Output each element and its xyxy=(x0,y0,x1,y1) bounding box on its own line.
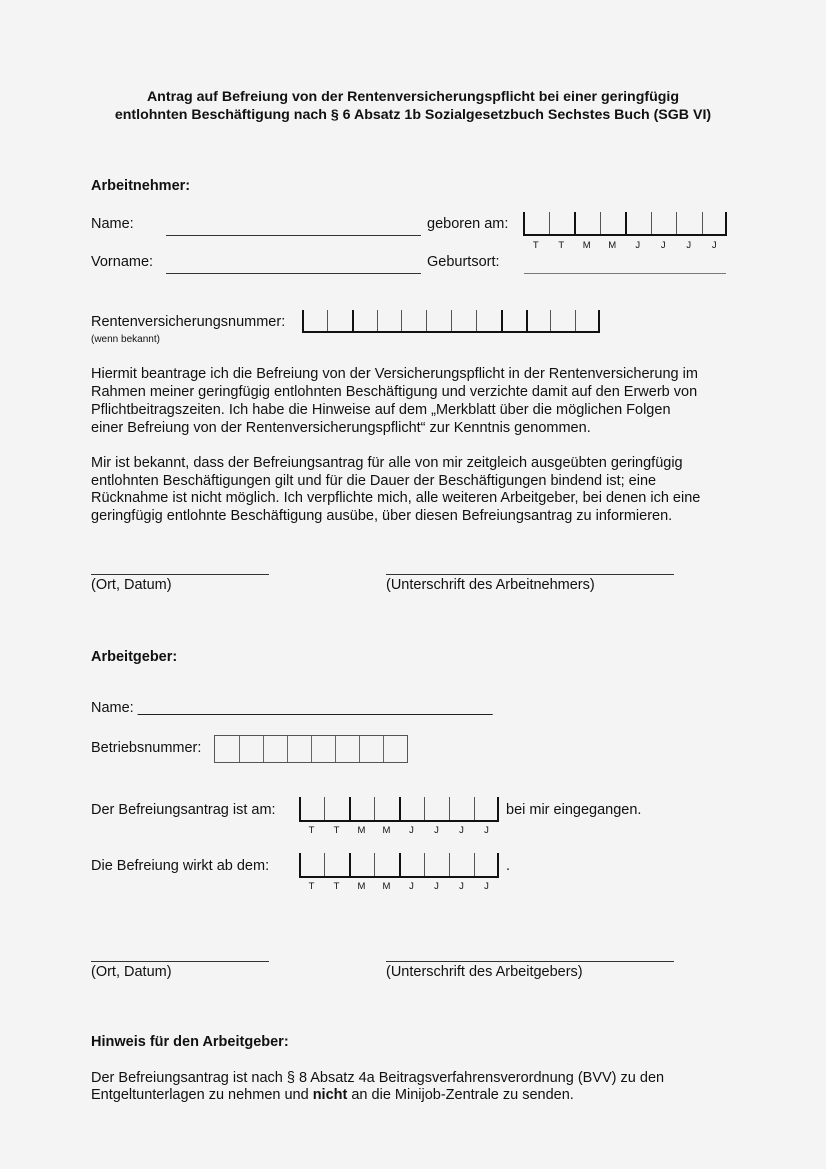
effective-date-suffix: . xyxy=(506,858,511,874)
box-divider xyxy=(374,797,375,822)
note-text: Entgeltunterlagen zu nehmen und xyxy=(91,1087,313,1103)
date-part-label: J xyxy=(434,825,439,836)
employee-firstname-field[interactable] xyxy=(166,273,421,274)
date-part-label: T xyxy=(333,881,340,892)
pension-number-note: (wenn bekannt) xyxy=(91,334,160,345)
box-divider xyxy=(302,310,304,333)
date-part-label: T xyxy=(308,825,315,836)
box-divider xyxy=(349,853,351,878)
company-number-label: Betriebsnummer: xyxy=(91,740,202,756)
box-divider xyxy=(327,310,328,333)
note-line-1: Der Befreiungsantrag ist nach § 8 Absatz 4a Beitragsverfahrensverordnung (BVV) zu den xyxy=(91,1070,665,1086)
box-divider xyxy=(324,853,325,878)
date-part-label: J xyxy=(409,825,414,836)
box-baseline xyxy=(523,234,727,236)
employer-place-date-label: (Ort, Datum) xyxy=(91,964,172,980)
box-divider xyxy=(449,853,450,878)
box-divider xyxy=(349,797,351,822)
box-divider xyxy=(399,853,401,878)
employer-signature-label: (Unterschrift des Arbeitgebers) xyxy=(386,964,583,980)
date-part-label: J xyxy=(484,881,489,892)
received-date-suffix: bei mir eingegangen. xyxy=(506,802,642,818)
received-date-label: Der Befreiungsantrag ist am: xyxy=(91,802,276,818)
date-part-label: J xyxy=(434,881,439,892)
box-divider xyxy=(625,212,627,236)
date-part-label: J xyxy=(635,240,641,251)
box-divider xyxy=(299,853,301,878)
date-part-label: M xyxy=(382,881,391,892)
birthdate-label: geboren am: xyxy=(427,216,509,232)
date-part-label: M xyxy=(382,825,391,836)
box-baseline xyxy=(299,876,499,878)
box-divider xyxy=(449,797,450,822)
text-line: einer Befreiung von der Rentenversicherungspflicht“ zur Kenntnis genommen. xyxy=(91,420,591,436)
box-divider xyxy=(377,310,378,333)
note-text: an die Minijob-Zentrale zu senden. xyxy=(347,1087,574,1103)
text-line: Pflichtbeitragszeiten. Ich habe die Hinweise auf dem „Merkblatt über die möglichen Folgen xyxy=(91,402,671,418)
date-part-label: J xyxy=(686,240,692,251)
date-part-label: J xyxy=(484,825,489,836)
box-divider xyxy=(474,853,475,878)
date-part-label: T xyxy=(558,240,565,251)
box-divider xyxy=(598,310,600,333)
box-divider xyxy=(523,212,525,236)
box-divider xyxy=(451,310,452,333)
employer-signature-field[interactable] xyxy=(386,961,674,962)
date-part-label: M xyxy=(357,881,366,892)
birthplace-label: Geburtsort: xyxy=(427,254,500,270)
box-divider xyxy=(501,310,503,333)
received-date-field[interactable] xyxy=(299,797,499,822)
text-line: Hiermit beantrage ich die Befreiung von der Versicherungspflicht in der Rentenversicherung im xyxy=(91,366,698,382)
box-divider xyxy=(575,310,576,333)
box-divider xyxy=(676,212,677,236)
employee-signature-field[interactable] xyxy=(386,574,674,575)
box-divider xyxy=(526,310,528,333)
date-part-label: J xyxy=(711,240,717,251)
box-divider xyxy=(600,212,601,236)
text-line: entlohnten Beschäftigungen gilt und für die Dauer der Beschäftigungen bindend ist; eine xyxy=(91,473,657,489)
note-heading: Hinweis für den Arbeitgeber: xyxy=(91,1034,289,1050)
box-divider xyxy=(550,310,551,333)
birthdate-field[interactable] xyxy=(523,212,727,236)
date-part-label: J xyxy=(660,240,666,251)
date-part-label: M xyxy=(608,240,617,251)
box-divider xyxy=(399,797,401,822)
text-line: Rücknahme ist nicht möglich. Ich verpflichte mich, alle weiteren Arbeitgeber, bei denen ich eine xyxy=(91,490,701,506)
date-part-label: J xyxy=(459,881,464,892)
box-divider xyxy=(725,212,727,236)
box-divider xyxy=(474,797,475,822)
effective-date-field[interactable] xyxy=(299,853,499,878)
note-line-2 xyxy=(91,1086,574,1104)
text-line: Rahmen meiner geringfügig entlohnten Beschäftigung und verzichte damit auf den Erwerb von xyxy=(91,384,698,400)
document-title-line-1: Antrag auf Befreiung von der Rentenversicherungspflicht bei einer geringfügig xyxy=(146,89,680,105)
box-divider xyxy=(476,310,477,333)
box-divider xyxy=(574,212,576,236)
box-divider xyxy=(352,310,354,333)
employee-signature-label: (Unterschrift des Arbeitnehmers) xyxy=(386,577,595,593)
pension-number-field[interactable] xyxy=(302,310,600,333)
employee-place-date-label: (Ort, Datum) xyxy=(91,577,172,593)
text-line: Mir ist bekannt, dass der Befreiungsantrag für alle von mir zeitgleich ausgeübten geringfügig xyxy=(91,455,683,471)
employer-heading: Arbeitgeber: xyxy=(91,649,178,665)
box-divider xyxy=(424,797,425,822)
employer-name-field[interactable]: Name: ____________________________________________ xyxy=(91,700,493,716)
document-title-line-2: entlohnten Beschäftigung nach § 6 Absatz 1b Sozialgesetzbuch Sechstes Buch (SGB VI) xyxy=(114,107,712,123)
box-divider xyxy=(702,212,703,236)
employee-name-field[interactable] xyxy=(166,235,421,236)
box-divider xyxy=(374,853,375,878)
box-divider xyxy=(401,310,402,333)
date-part-label: T xyxy=(333,825,340,836)
watermark-logo xyxy=(40,1117,43,1128)
employee-firstname-label: Vorname: xyxy=(91,254,154,270)
employee-heading: Arbeitnehmer: xyxy=(91,178,191,194)
box-divider xyxy=(324,797,325,822)
box-divider xyxy=(299,797,301,822)
pension-number-label: Rentenversicherungsnummer: xyxy=(91,314,286,330)
box-divider xyxy=(549,212,550,236)
box-divider xyxy=(424,853,425,878)
company-number-field[interactable] xyxy=(214,735,408,763)
birthplace-field[interactable] xyxy=(524,273,726,274)
date-part-label: T xyxy=(308,881,315,892)
box-baseline xyxy=(299,820,499,822)
text-line: geringfügig entlohnte Beschäftigung ausübe, über diesen Befreiungsantrag zu informieren. xyxy=(91,508,673,524)
date-part-label: T xyxy=(532,240,539,251)
box-divider xyxy=(651,212,652,236)
box-divider xyxy=(497,797,499,822)
date-part-label: J xyxy=(409,881,414,892)
employer-place-date-field[interactable] xyxy=(91,961,269,962)
employee-name-label: Name: xyxy=(91,216,134,232)
note-emphasis: nicht xyxy=(312,1087,348,1103)
date-part-label: J xyxy=(459,825,464,836)
box-baseline xyxy=(302,331,600,333)
effective-date-label: Die Befreiung wirkt ab dem: xyxy=(91,858,270,874)
employee-place-date-field[interactable] xyxy=(91,574,269,575)
box-divider xyxy=(426,310,427,333)
date-part-label: M xyxy=(582,240,591,251)
box-divider xyxy=(497,853,499,878)
date-part-label: M xyxy=(357,825,366,836)
